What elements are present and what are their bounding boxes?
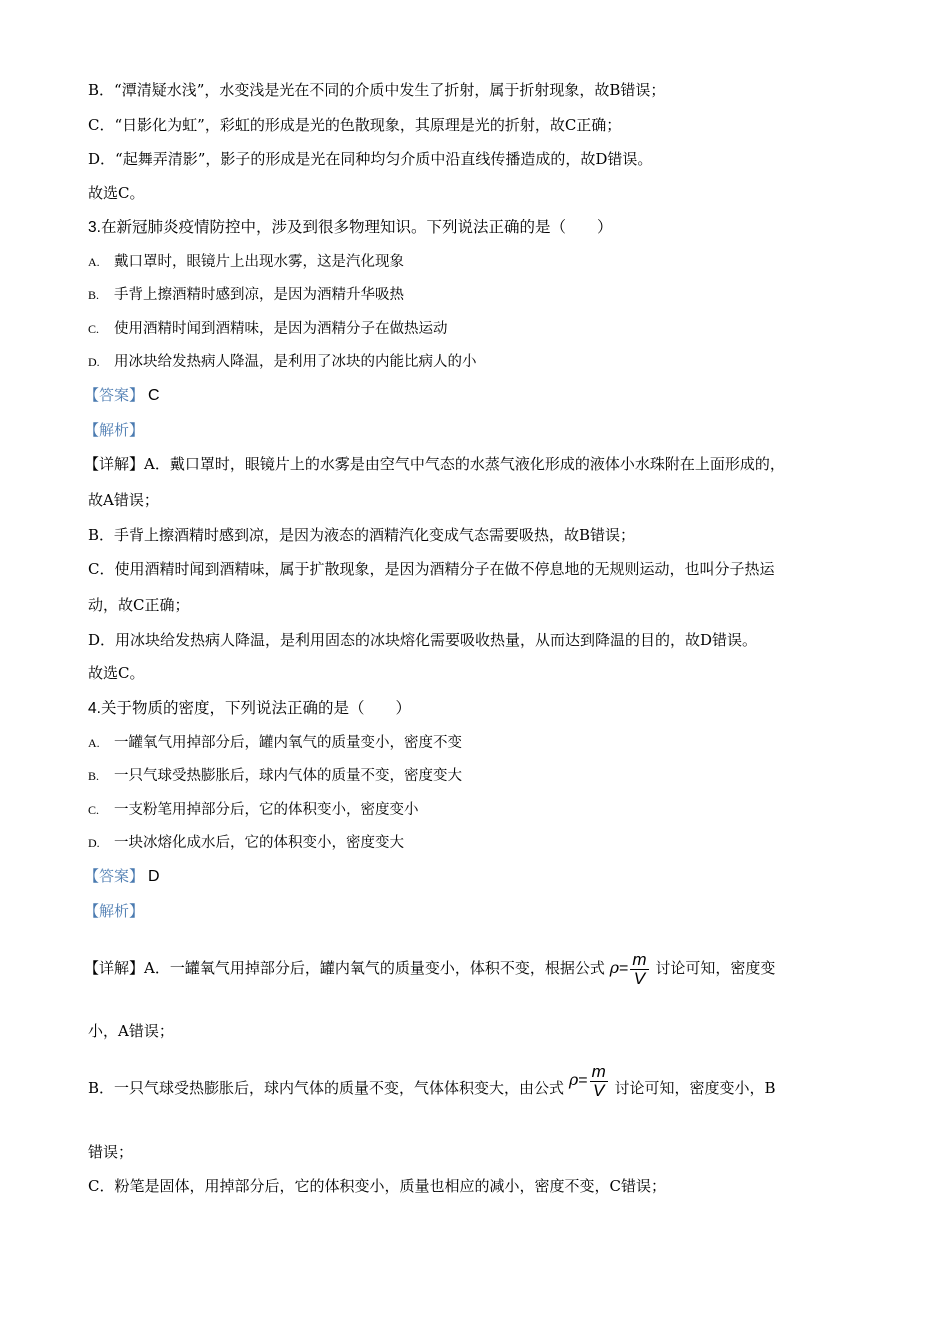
q4-analysis-tag: 【解析】	[84, 902, 145, 920]
q3-analysis-tag: 【解析】	[84, 421, 145, 439]
q2-choose: 故选C。	[88, 184, 145, 202]
q4-option-d	[88, 832, 404, 854]
q3-option-b	[88, 284, 404, 306]
equals-sign: =	[619, 960, 629, 977]
density-formula	[568, 1061, 615, 1100]
q3-answer	[84, 384, 160, 407]
q3-number: 3.	[88, 219, 101, 236]
answer-value: D	[148, 868, 160, 885]
q4-option-b	[88, 765, 462, 787]
rho-symbol: ρ	[609, 958, 620, 977]
q4-detail-a-line2: 小，A错误；	[88, 1022, 174, 1040]
option-label: D.	[88, 355, 100, 369]
denominator: V	[592, 1080, 605, 1100]
detail-text: B．一只气球受热膨胀后，球内气体的质量不变，气体体积变大，由公式	[88, 1079, 565, 1097]
q3-detail-a-line2: 故A错误；	[88, 491, 159, 509]
q4-answer	[84, 865, 160, 888]
option-text: 手背上擦酒精时感到凉，是因为酒精升华吸热	[114, 287, 404, 303]
detail-text: 讨论可知，密度变小，B	[614, 1079, 776, 1097]
answer-tag: 【答案】	[84, 386, 145, 404]
rho-symbol: ρ	[568, 1070, 579, 1089]
option-label: B.	[88, 288, 100, 302]
numerator: m	[591, 1061, 606, 1081]
q3-detail-d: D．用冰块给发热病人降温，是利用固态的冰块熔化需要吸收热量，从而达到降温的目的，故D错误。	[88, 631, 758, 649]
option-label: C.	[88, 322, 100, 336]
q3-stem	[88, 216, 612, 239]
q4-number: 4.	[88, 700, 101, 717]
option-text: 一块冰熔化成水后，它的体积变小，密度变大	[114, 835, 404, 851]
option-text: 一只气球受热膨胀后，球内气体的质量不变，密度变大	[114, 768, 462, 784]
q3-detail-a-line1: 【详解】A．戴口罩时，眼镜片上的水雾是由空气中气态的水蒸气液化形成的液体小水珠附在上面形成的，	[84, 455, 785, 473]
mass-over-volume-fraction	[590, 1063, 608, 1100]
option-text: 用冰块给发热病人降温，是利用了冰块的内能比病人的小	[114, 354, 477, 370]
q4-option-a	[88, 732, 462, 754]
q2-option-c-explanation: C．“日影化为虹”，彩虹的形成是光的色散现象，其原理是光的折射，故C正确；	[88, 116, 622, 134]
q4-detail-a-line1	[84, 948, 775, 989]
q3-detail-b: B．手背上擦酒精时感到凉，是因为液态的酒精汽化变成气态需要吸热，故B错误；	[88, 526, 636, 544]
density-formula	[609, 949, 656, 988]
detail-text: 讨论可知，密度变	[655, 959, 776, 977]
option-label: D.	[88, 836, 100, 850]
option-label: A.	[88, 736, 100, 750]
q2-option-d-explanation: D．“起舞弄清影”，影子的形成是光在同种均匀介质中沿直线传播造成的，故D错误。	[88, 150, 653, 168]
q4-detail-c: C．粉笔是固体，用掉部分后，它的体积变小，质量也相应的减小，密度不变，C错误；	[88, 1177, 666, 1195]
q3-choose: 故选C。	[88, 664, 145, 682]
option-label: C.	[88, 803, 100, 817]
numerator: m	[632, 949, 647, 969]
q4-stem	[88, 697, 411, 720]
mass-over-volume-fraction	[630, 951, 648, 988]
q3-option-c	[88, 318, 448, 340]
q3-detail-c-line1: C．使用酒精时闻到酒精味，属于扩散现象，是因为酒精分子在做不停息地的无规则运动，也叫分子热运	[88, 560, 775, 578]
q2-option-b-explanation: B．“潭清疑水浅”，水变浅是光在不同的介质中发生了折射，属于折射现象，故B错误；	[88, 81, 666, 99]
detail-text: 【详解】A．一罐氧气用掉部分后，罐内氧气的质量变小，体积不变，根据公式	[84, 959, 605, 977]
q3-detail-c-line2: 动，故C正确；	[88, 596, 190, 614]
equals-sign: =	[578, 1072, 588, 1089]
option-label: A.	[88, 255, 100, 269]
denominator: V	[633, 968, 646, 988]
option-text: 一支粉笔用掉部分后，它的体积变小，密度变小	[114, 802, 419, 818]
option-text: 使用酒精时闻到酒精味，是因为酒精分子在做热运动	[114, 321, 448, 337]
q4-option-c	[88, 799, 419, 821]
q4-detail-b-line2: 错误；	[88, 1143, 134, 1161]
option-text: 一罐氧气用掉部分后，罐内氧气的质量变小，密度不变	[114, 735, 462, 751]
option-label: B.	[88, 769, 100, 783]
q4-stem-text: 关于物质的密度，下列说法正确的是（ ）	[100, 699, 411, 717]
answer-tag: 【答案】	[84, 867, 145, 885]
answer-value: C	[148, 387, 160, 404]
q3-stem-text: 在新冠肺炎疫情防控中，涉及到很多物理知识。下列说法正确的是（ ）	[100, 218, 613, 236]
option-text: 戴口罩时，眼镜片上出现水雾，这是汽化现象	[114, 254, 404, 270]
q3-option-a	[88, 251, 404, 273]
q4-detail-b-line1	[88, 1061, 776, 1109]
q3-option-d	[88, 351, 477, 373]
